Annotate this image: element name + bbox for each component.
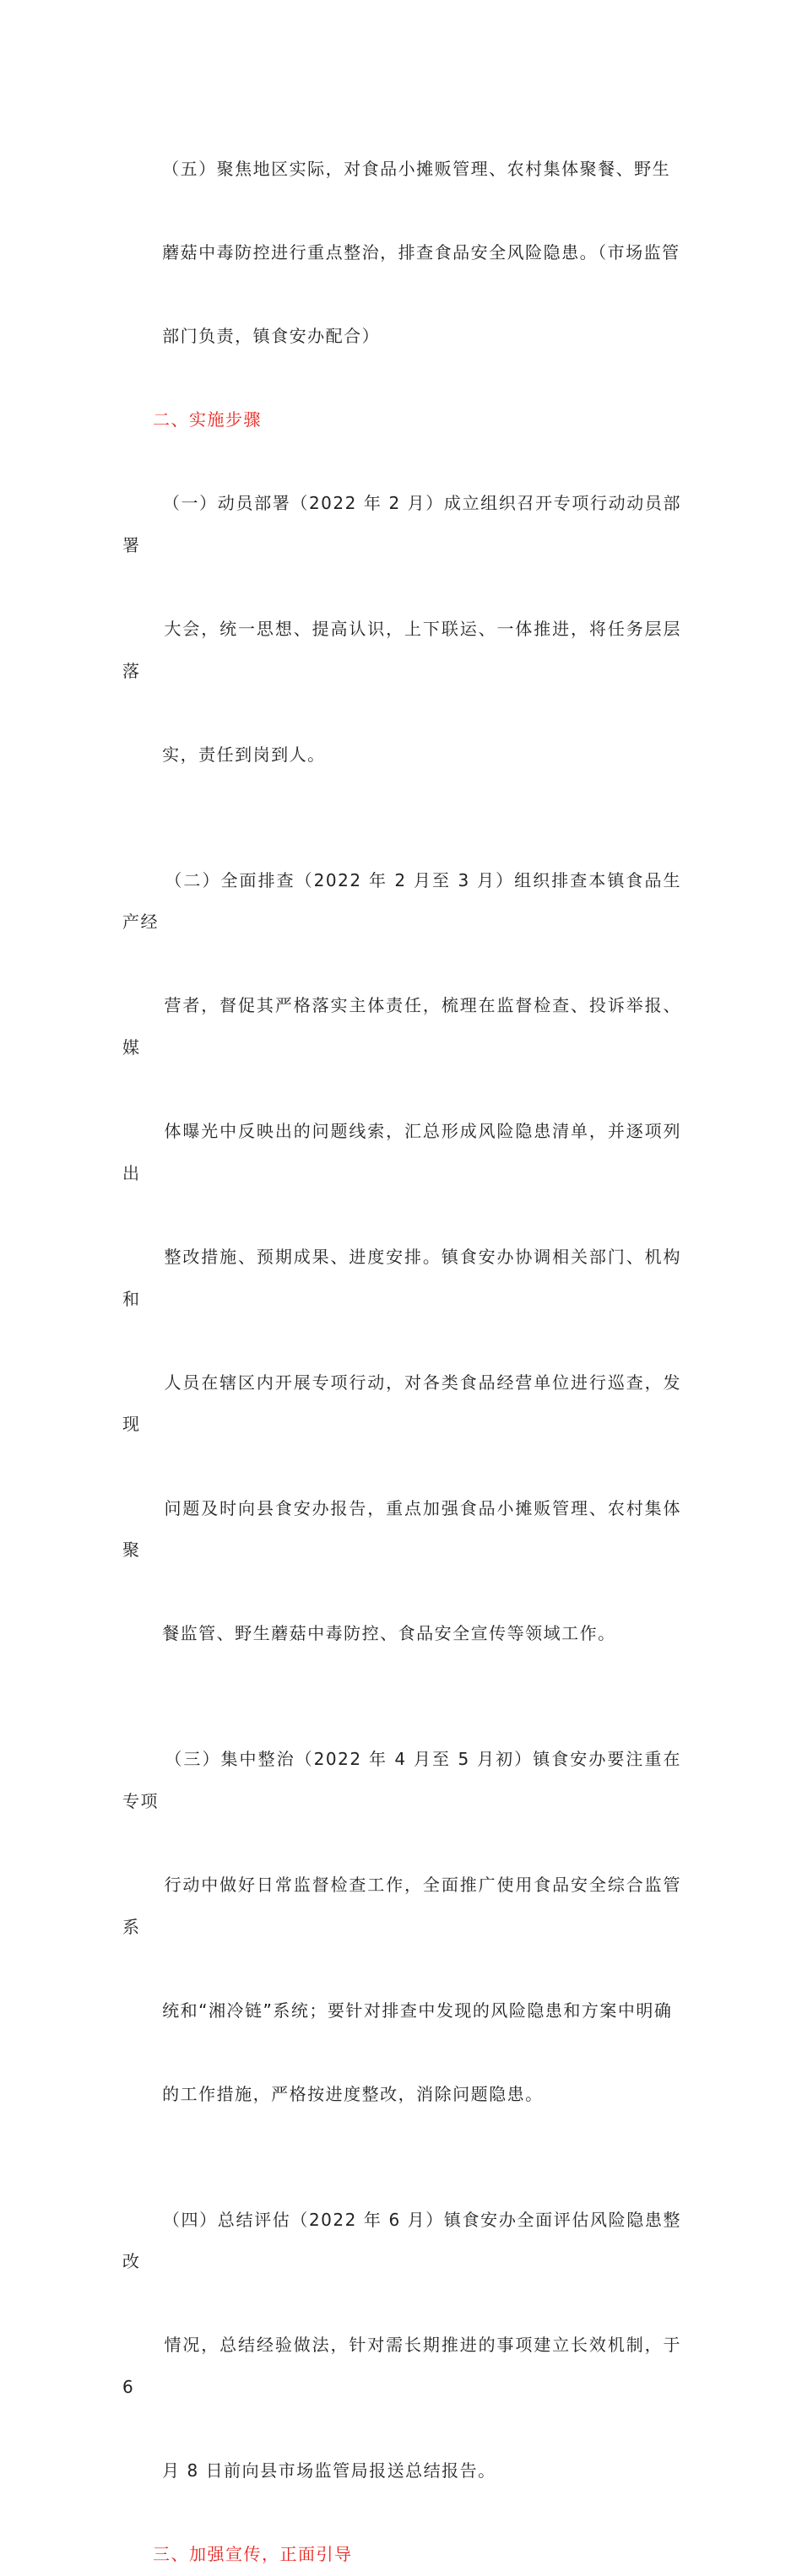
section-heading-publicity: 三、加强宣传，正面引导 [153,2544,353,2565]
paragraph-item-5 [122,106,681,399]
text-line: 部门负责，镇食安办配合） [162,325,381,346]
text-line: 月 8 日前向县市场监管局报送总结报告。 [162,2460,496,2481]
text-line: 统和“湘冷链”系统；要针对排查中发现的风险隐患和方案中明确 [162,2000,673,2021]
text-line: （四）总结评估（2022 年 6 月）镇食安办全面评估风险隐患整改 [122,2209,681,2272]
text-line: （三）集中整治（2022 年 4 月至 5 月初）镇食安办要注重在专项 [122,1749,681,1811]
document-body [122,106,688,2576]
text-line: 餐监管、野生蘑菇中毒防控、食品安全宣传等领域工作。 [162,1623,616,1644]
section-heading-implementation-steps: 二、实施步骤 [153,409,262,430]
text-line: 实，责任到岗到人。 [162,744,326,765]
text-line: （二）全面排查（2022 年 2 月至 3 月）组织排查本镇食品生产经 [122,869,681,933]
text-line: 营者，督促其严格落实主体责任，梳理在监督检查、投诉举报、媒 [122,995,681,1058]
paragraph-step-2-investigation [122,818,681,1697]
text-line: 的工作措施，严格按进度整改，消除问题隐患。 [162,2083,544,2104]
text-line: 人员在辖区内开展专项行动，对各类食品经营单位进行巡查，发现 [122,1372,681,1435]
paragraph-step-1-mobilization [122,441,681,818]
text-line: （五）聚焦地区实际，对食品小摊贩管理、农村集体聚餐、野生 [162,158,671,179]
text-line: 情况，总结经验做法，针对需长期推进的事项建立长效机制，于 6 [122,2335,688,2398]
text-line: 问题及时向县食安办报告，重点加强食品小摊贩管理、农村集体聚 [122,1497,681,1561]
text-line: 体曝光中反映出的问题线索，汇总形成风险隐患清单，并逐项列出 [122,1121,681,1183]
text-line: 蘑菇中毒防控进行重点整治，排查食品安全风险隐患。（市场监管 [162,241,680,262]
text-line: 整改措施、预期成果、进度安排。镇食安办协调相关部门、机构和 [122,1247,681,1309]
text-line: 行动中做好日常监督检查工作，全面推广使用食品安全综合监管系 [122,1874,681,1937]
text-line: （一）动员部署（2022 年 2 月）成立组织召开专项行动动员部署 [122,493,681,555]
paragraph-step-4-evaluation [122,2157,688,2534]
paragraph-step-3-rectification [122,1697,681,2158]
text-line: 大会，统一思想、提高认识，上下联运、一体推进，将任务层层落 [122,619,681,681]
